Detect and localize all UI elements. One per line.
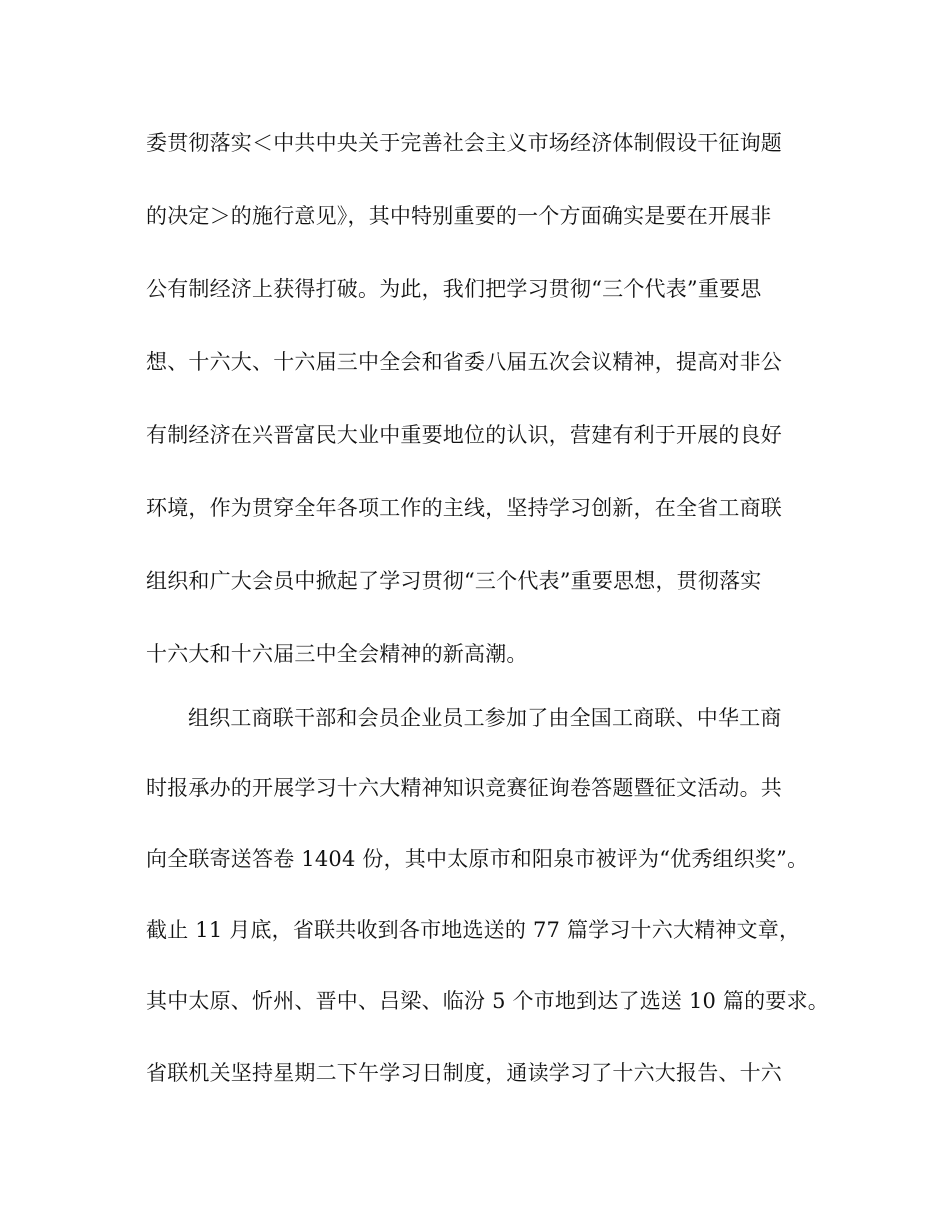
- paragraph-first-line: 组织工商联干部和会员企业员工参加了由全国工商联、中华工商: [188, 706, 782, 730]
- paragraph-line: 环境，作为贯穿全年各项工作的主线，坚持学习创新，在全省工商联: [146, 496, 782, 520]
- paragraph-line: 组织和广大会员中掀起了学习贯彻“三个代表”重要思想，贯彻落实: [146, 569, 762, 593]
- paragraph-line: 委贯彻落实＜中共中央关于完善社会主义市场经济体制假设干征询题: [146, 131, 782, 155]
- paragraph-line: 时报承办的开展学习十六大精神知识竞赛征询卷答题暨征文活动。共: [146, 776, 782, 800]
- paragraph-line: 有制经济在兴晋富民大业中重要地位的认识，营建有利于开展的良好: [146, 423, 782, 447]
- paragraph-line: 的决定＞的施行意见》，其中特别重要的一个方面确实是要在开展非: [146, 204, 772, 228]
- paragraph-line: 十六大和十六届三中全会精神的新高潮。: [146, 642, 528, 666]
- paragraph-line: 省联机关坚持星期二下午学习日制度，通读学习了十六大报告、十六: [146, 1061, 782, 1085]
- paragraph-line: 截止 11 月底，省联共收到各市地选送的 77 篇学习十六大精神文章，: [146, 918, 801, 942]
- paragraph-line: 其中太原、忻州、晋中、吕梁、临汾 5 个市地到达了选送 10 篇的要求。: [146, 989, 829, 1013]
- paragraph-line: 公有制经济上获得打破。为此，我们把学习贯彻“三个代表”重要思: [146, 277, 762, 301]
- paragraph-line: 向全联寄送答卷 1404 份，其中太原市和阳泉市被评为“优秀组织奖”。: [146, 847, 809, 871]
- paragraph-line: 想、十六大、十六届三中全会和省委八届五次会议精神，提高对非公: [146, 350, 782, 374]
